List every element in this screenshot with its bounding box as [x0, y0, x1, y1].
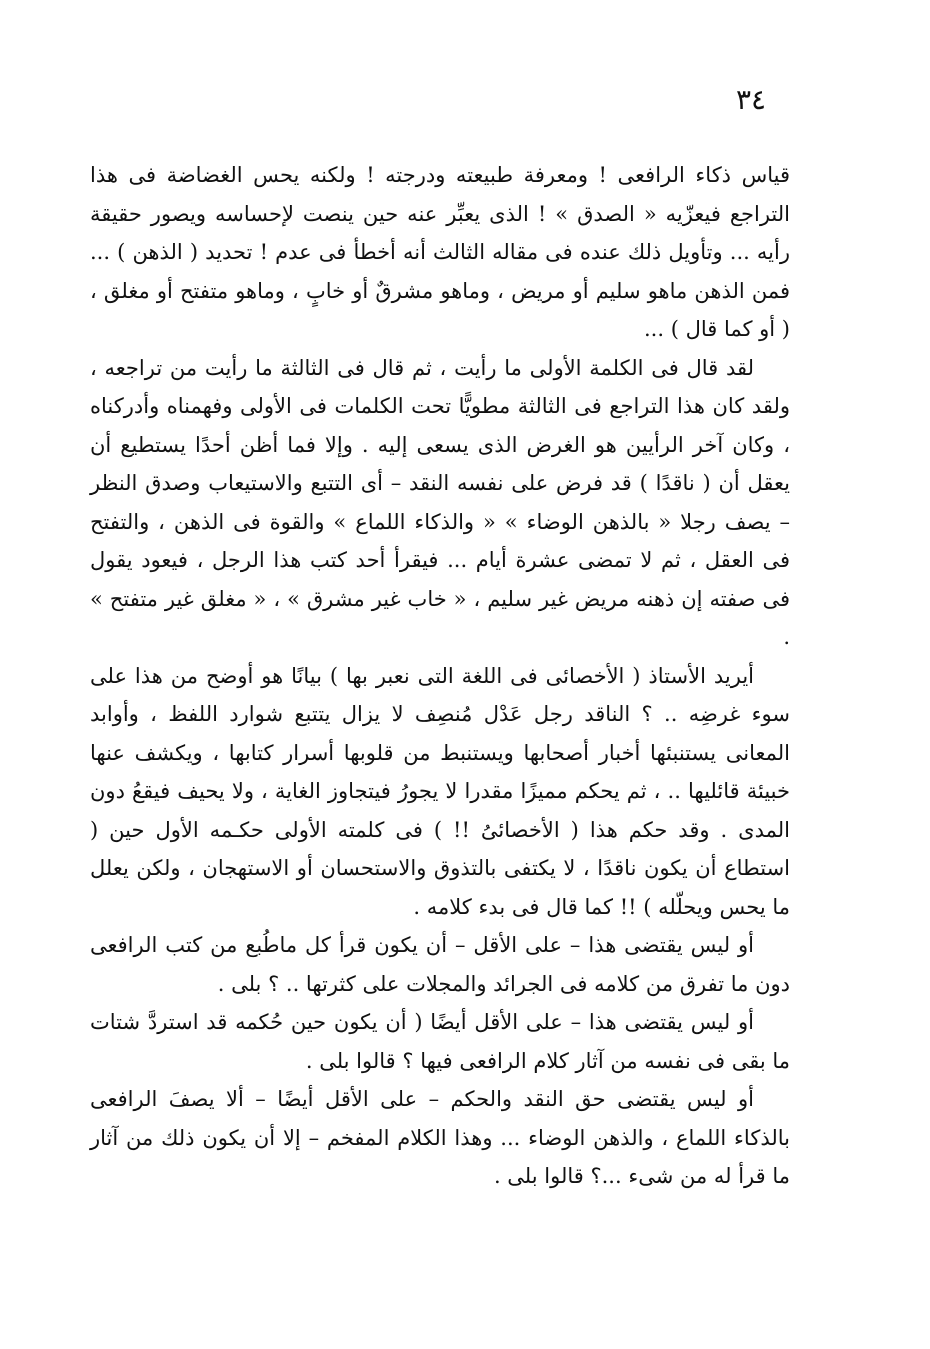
paragraph: لقد قال فى الكلمة الأولى ما رأيت ، ثم قال فى الثالثة ما رأيت من تراجعه ، ولقد كان هذا التراجع فى الثالثة مطويًّا تحت الكلمات فى الأولى وفهمناه وأدركناه ، وكان آخر الرأيين هو الغرض الذى يسعى إليه . وإلا فما أظن أحدًا يستطيع أن يعقل أن ( ناقدًا ) قد فرض على نفسه النقد – أى التتبع والاستيعاب وصدق النظر – يصف رجلا « بالذهن الوضاء » « والذكاء اللماع » والقوة فى الذهن ، والتفتح فى العقل ، ثم لا تمضى عشرة أيام ... فيقرأ أحد كتب هذا الرجل ، فيعود يقول فى صفته إن ذهنه مريض غير سليم ، « خاب غير مشرق » ، « مغلق غير متفتح » . — [90, 355, 790, 649]
page-number: ٣٤ — [736, 83, 767, 116]
paragraph: أو ليس يقتضى هذا – على الأقل – أن يكون قرأ كل ماطُبع من كتب الرافعى دون ما تفرق من كلامه فى الجرائد والمجلات على كثرتها .. ؟ بلى . — [90, 933, 790, 996]
paragraph: أو ليس يقتضى حق النقد والحكم – على الأقل أيضًا – ألا يصفَ الرافعى بالذكاء اللماع ، والذهن الوضاء ... وهذا الكلام المفخم – إلا أن يكون ذلك من آثار ما قرأ له من شىء ...؟ قالوا بلى . — [90, 1087, 790, 1188]
paragraph: قياس ذكاء الرافعى ! ومعرفة طبيعته ودرجته ! ولكنه يحس الغضاضة فى هذا التراجع فيعزّيه « الصدق » ! الذى يعبِّر عنه حين ينصت لإحساسه ويصور حقيقة رأيه ... وتأويل ذلك عنده فى مقاله الثالث أنه أخطأ فى عدم ! تحديد ( الذهن ) ... فمن الذهن ماهو سليم أو مريض ، وماهو مشرقٌ أو خابٍ ، وماهو متفتح أو مغلق ، ( أو كما قال ) ... — [90, 163, 790, 341]
paragraph: أيريد الأستاذ ( الأخصائى فى اللغة التى نعبر بها ) بيانًا هو أوضح من هذا على سوء غرضِه .. ؟ الناقد رجل عَدْل مُنصِف لا يزال يتتبع شوارد اللفظ ، وأوابد المعانى يستنبئها أخبار أصحابها ويستنبط من قلوبها أسرار كتابها ، ويكشف عنها خبيئة قائليها .. ، ثم يحكم مميزًا مقدرا لا يجورُ فيتجاوز الغاية ، ولا يحيف فيقعُ دون المدى . وقد حكم هذا ( الأخصائىُ !! ) فى كلمته الأولى حكـمه الأول حين ( استطاع أن يكون ناقدًا ، لا يكتفى بالتذوق والاستحسان أو الاستهجان ، ولكن يعلل ما يحس ويحلّله ) !! كما قال فى بدء كلامه . — [90, 663, 790, 919]
paragraph: أو ليس يقتضى هذا – على الأقل أيضًا ( أن يكون حين حُكمه قد استردَّ شتات ما بقى فى نفسه من آثار كلام الرافعى فيها ؟ قالوا بلى . — [90, 1010, 790, 1073]
body-text — [90, 156, 790, 1196]
